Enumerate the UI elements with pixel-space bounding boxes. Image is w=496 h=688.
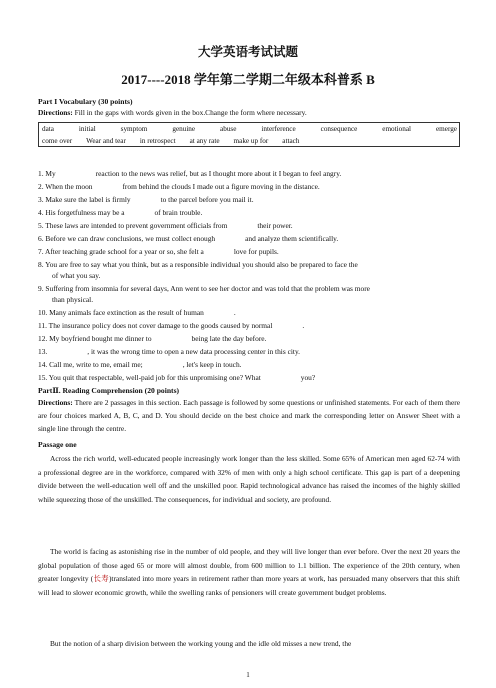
exam-title: 大学英语考试试题: [197, 44, 298, 59]
question-10: [38, 307, 460, 318]
question-text: than physical.: [52, 295, 94, 304]
paragraph-text: The world is facing as astonishing rise in the number of old people, and they will live longer than ever before. Over the next 20 years the global population of those aged 65 or more will almost double, from 600 million to 1.1 billion. The experience of the 20th century, when greater longevity (: [38, 547, 460, 584]
question-text: and analyze them scientifically.: [245, 234, 339, 243]
directions-label: Directions:: [38, 398, 73, 407]
directions-text: Fill in the gaps with words given in the box.Change the form where necessary.: [72, 108, 307, 117]
word-item: interference: [261, 125, 296, 133]
word-item: attach: [282, 137, 300, 145]
word-item: come over: [42, 137, 73, 145]
question-text: 15. You quit that respectable, well-paid job for this unpromising one? What: [38, 373, 261, 382]
question-text: 8. You are free to say what you think, but as a responsible individual you should also be prepared to face the: [38, 260, 358, 269]
question-text: of what you say.: [52, 271, 101, 280]
question-15: [38, 372, 460, 383]
question-text: 11. The insurance policy does not cover damage to the goods caused by normal: [38, 321, 273, 330]
word-item: make up for: [233, 137, 269, 145]
question-1: [38, 168, 460, 179]
question-13: [38, 346, 460, 357]
directions-label: Directions:: [38, 108, 73, 117]
part1-heading: Part I Vocabulary (30 points): [38, 97, 133, 106]
question-9: [38, 283, 460, 305]
question-text: to the parcel before you mail it.: [160, 195, 254, 204]
question-12: [38, 333, 460, 344]
part2-directions: [38, 397, 460, 435]
question-text: 4. His forgetfulness may be a: [38, 208, 125, 217]
question-text: 7. After teaching grade school for a year or so, she felt a: [38, 247, 204, 256]
word-box: [38, 122, 460, 147]
word-item: initial: [78, 125, 96, 133]
word-box-row-2: [42, 137, 457, 145]
word-box-row-1: [42, 125, 457, 133]
word-item: consequence: [320, 125, 358, 133]
question-4: [38, 207, 460, 218]
question-5: [38, 220, 460, 231]
question-text: 9. Suffering from insomnia for several days, Ann went to see her doctor and was told that the problem was more: [38, 284, 370, 293]
passage-paragraph-2: [38, 545, 460, 599]
question-2: [38, 181, 460, 192]
question-text: , let's keep in touch.: [182, 360, 242, 369]
passage-paragraph-3: But the notion of a sharp division between the working young and the idle old misses a new trend, the: [50, 639, 352, 648]
passage-label: Passage one: [38, 440, 77, 449]
question-text: .: [233, 308, 236, 317]
question-7: [38, 246, 460, 257]
question-text: 14. Call me, write to me, email me;: [38, 360, 143, 369]
word-item: symptom: [120, 125, 148, 133]
word-item: at any rate: [189, 137, 220, 145]
directions-text: There are 2 passages in this section. Each passage is followed by some questions or unfinished statements. For each of them there are four choices marked A, B, C, and D. You should decide on the best choice and mark the corresponding letter on Answer Sheet with a single line through the centre.: [38, 398, 460, 433]
question-text: of brain trouble.: [154, 208, 203, 217]
question-text: 13.: [38, 347, 48, 356]
exam-subtitle: 2017----2018 学年第二学期二年级本科普系 B: [121, 72, 375, 87]
question-3: [38, 194, 460, 205]
question-text: their power.: [257, 221, 293, 230]
word-item: genuine: [172, 125, 196, 133]
word-item: Wear and tear: [86, 137, 126, 145]
page-number: 1: [246, 671, 250, 679]
question-text: from behind the clouds I made out a figure moving in the distance.: [122, 182, 320, 191]
question-text: 5. These laws are intended to prevent government officials from: [38, 221, 228, 230]
question-text: reaction to the news was relief, but as I thought more about it I began to feel angry.: [95, 169, 342, 178]
question-text: love for pupils.: [233, 247, 279, 256]
word-item: emerge: [435, 125, 457, 133]
question-8: [38, 259, 460, 281]
question-11: [38, 320, 460, 331]
question-text: 6. Before we can draw conclusions, we must collect enough: [38, 234, 216, 243]
question-text: 12. My boyfriend bought me dinner to: [38, 334, 152, 343]
question-text: 1. My: [38, 169, 56, 178]
question-text: 3. Make sure the label is firmly: [38, 195, 131, 204]
part1-directions: [38, 108, 460, 118]
paragraph-text: )translated into more years in retirement rather than more years at work, has persuaded many observers that this shift will lead to slower economic growth, while the swelling ranks of pensioners will create government budget problems.: [38, 574, 460, 597]
chinese-gloss: 长寿: [93, 574, 109, 584]
word-item: in retrospect: [139, 137, 176, 145]
question-text: you?: [300, 373, 316, 382]
question-text: , it was the wrong time to open a new data processing center in this city.: [87, 347, 301, 356]
word-item: abuse: [220, 125, 237, 133]
question-14: [38, 359, 460, 370]
part2-heading: PartⅡ. Reading Comprehension (20 points): [38, 386, 180, 395]
question-text: .: [302, 321, 305, 330]
question-text: 2. When the moon: [38, 182, 93, 191]
question-text: 10. Many animals face extinction as the result of human: [38, 308, 204, 317]
word-item: data: [42, 125, 54, 133]
question-6: [38, 233, 460, 244]
passage-paragraph-1: Across the rich world, well-educated people increasingly work longer than the less skilled. Some 65% of American men aged 62-74 with a professional degree are in the workforce, compared with 32% of men with only a high school certificate. This gap is part of a deepening divide between the well-education well off and the unskilled poor. Rapid technological advance has raised the incomes of the highly skilled while squeezing those of the unskilled. The consequences, for individual and society, are profound.: [38, 454, 460, 504]
word-item: emotional: [382, 125, 412, 133]
question-text: being late the day before.: [191, 334, 267, 343]
